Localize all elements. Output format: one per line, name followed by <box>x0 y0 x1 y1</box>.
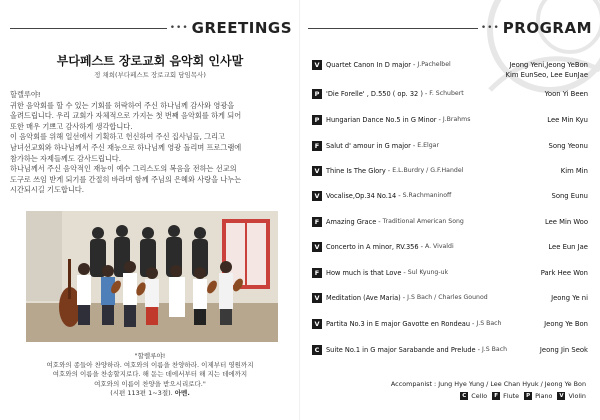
program-item <box>312 59 588 81</box>
program-item <box>312 140 588 151</box>
greeting-line: 남녀선교회와 하나님께서 주신 재능으로 하나님께 영광 돌리며 프로그램에 <box>10 142 242 152</box>
piece-title: How much is that Love <box>326 268 402 277</box>
title-separator: - <box>403 268 406 277</box>
composer: J.S Bach <box>476 320 502 327</box>
verse-source <box>0 389 300 398</box>
composer: S.Rachmaninoff <box>402 192 452 199</box>
program-item <box>312 267 588 278</box>
legend-label: Cello <box>471 392 488 400</box>
legend-label: Flute <box>503 392 520 400</box>
greetings-header <box>10 18 292 38</box>
composer: J.Pachelbel <box>417 61 451 68</box>
greeting-author: 정 채희(부다페스트 장로교회 담임목사) <box>94 71 206 79</box>
instrument-badge: P <box>312 89 322 99</box>
composer: A. Vivaldi <box>424 243 454 250</box>
performer: Lee Min Woo <box>544 217 588 226</box>
performer: Song Eunu <box>551 191 588 200</box>
program-header <box>308 18 592 38</box>
title-separator: - <box>378 217 381 226</box>
program-page <box>300 0 600 420</box>
greeting-line: 도구로 쓰임 받게 되기를 간절히 바라며 함께 주님의 은혜와 사랑을 나누는 <box>10 174 242 184</box>
program-item <box>312 88 588 99</box>
legend-badge: F <box>492 392 500 400</box>
instrument-badge: F <box>312 268 322 278</box>
title-separator: - <box>438 115 441 124</box>
performer: Jeong Ye ni <box>551 293 588 302</box>
piece-title: Quartet Canon In D major <box>326 60 412 69</box>
program-item <box>312 114 588 125</box>
composer: J.S Bach / Charles Gounod <box>407 294 488 301</box>
instrument-badge: V <box>312 319 322 329</box>
accompanist-credit: Accompanist : Jung Hye Yung / Lee Chan Hyuk / Jeong Ye Bon <box>390 380 586 388</box>
title-separator: - <box>424 89 428 98</box>
composer: Sul Kyung-uk <box>407 269 449 276</box>
legend-item <box>460 392 487 400</box>
performer: Jeong Yeni,Jeong YeBon <box>509 60 588 69</box>
header-rule <box>10 28 167 29</box>
instrument-legend <box>455 392 586 400</box>
performer: Jeong Jin Seok <box>539 345 588 354</box>
group-photo <box>26 211 278 342</box>
program-item-line <box>312 267 588 278</box>
verse-line: "할렐루야! <box>134 352 166 360</box>
piece-title: Partita No.3 in E major Gavotte en Rondeau <box>326 319 471 328</box>
header-rule <box>308 28 478 29</box>
composer: E.L.Burdry / G.F.Handel <box>392 167 464 174</box>
instrument-badge: V <box>312 191 322 201</box>
program-item <box>312 344 588 355</box>
performer: Park Hee Won <box>540 268 588 277</box>
instrument-badge: F <box>312 217 322 227</box>
performer: Yoon Yi Been <box>544 89 588 98</box>
program-item <box>312 292 588 303</box>
greeting-line: 하나님께서 주신 음악적인 재능이 예수 그리스도의 복음을 전하는 선교의 <box>10 164 237 174</box>
instrument-badge: V <box>312 293 322 303</box>
program-item-line <box>312 114 588 125</box>
performer: Jeong Ye Bon <box>544 319 588 328</box>
instrument-badge: V <box>312 166 322 176</box>
performer: Song Yeonu <box>548 141 588 150</box>
performer-second-line: Kim EunSeo, Lee EunJae <box>505 71 588 79</box>
performer: Lee Eun Jae <box>548 242 588 251</box>
legend-item <box>557 392 586 400</box>
legend-label: Violin <box>568 392 586 400</box>
group-photo-illustration <box>26 211 278 342</box>
title-separator: - <box>402 293 406 302</box>
instrument-badge: V <box>312 60 322 70</box>
greeting-title: 부다페스트 장로교회 음악회 인사말 <box>56 54 244 68</box>
program-item-line <box>312 140 588 151</box>
program-item-line <box>312 318 588 329</box>
greeting-line: 시간되시길 기도합니다. <box>10 185 85 195</box>
legend-badge: V <box>559 393 564 399</box>
header-dots: ••• <box>480 23 500 33</box>
performer: Lee Min Kyu <box>547 115 588 124</box>
legend-badge: P <box>526 393 531 399</box>
program-item-line <box>312 344 588 355</box>
piece-title: Hungarian Dance No.5 in G Minor <box>326 115 437 124</box>
greeting-line: 귀한 음악회를 할 수 있는 기회를 허락하여 주신 하나님께 감사와 영광을 <box>10 100 235 110</box>
greeting-line: 또한 매우 기쁘고 감사하게 생각합니다. <box>10 121 133 131</box>
greeting-line: 이 음악회를 위해 일선에서 기획하고 헌신하여 주신 집사님들, 그리고 <box>10 132 225 142</box>
title-separator: - <box>412 141 416 150</box>
legend-label: Piano <box>535 392 553 400</box>
title-separator: - <box>398 191 401 200</box>
composer: J.Brahms <box>442 116 471 123</box>
program-item-line <box>312 88 588 99</box>
bible-verse <box>0 352 300 398</box>
program-item <box>312 165 588 176</box>
instrument-badge: F <box>312 141 322 151</box>
legend-item <box>492 392 519 400</box>
composer: E.Elgar <box>417 142 440 149</box>
header-dots: ••• <box>169 23 189 33</box>
verse-line: 여호와의 이름을 찬송할지로다. 해 돋는 데에서부터 해 지는 데에까지 <box>52 370 248 379</box>
greeting-body <box>10 90 290 196</box>
piece-title: 'Die Forelle' , D.550 ( op. 32 ) <box>326 89 423 98</box>
program-item-line <box>312 241 588 252</box>
composer: Traditional American Song <box>382 218 464 225</box>
instrument-badge: P <box>312 115 322 125</box>
instrument-badge: V <box>312 242 322 252</box>
performer: Kim Min <box>560 166 588 175</box>
title-separator: - <box>477 345 480 354</box>
program-item-line <box>312 190 588 201</box>
piece-title: Salut d' amour in G major <box>326 141 411 150</box>
piece-title: Vocalise,Op.34 No.14 <box>326 191 397 200</box>
title-separator: - <box>413 60 416 69</box>
program-item-line <box>312 216 588 227</box>
greeting-line: 할렐루야! <box>10 90 41 99</box>
program-heading: PROGRAM <box>502 19 592 37</box>
program-item-line <box>312 59 588 70</box>
verse-line: 여호와의 종들아 찬양하라. 여호와의 이름을 찬양하라. 이제부터 영원까지 <box>46 361 254 370</box>
composer: J.S Bach <box>481 346 508 353</box>
legend-item <box>524 392 552 400</box>
verse-line: 여호와의 이름이 찬양을 받으시리로다." <box>94 379 206 388</box>
verse-amen: 아멘. <box>174 388 190 397</box>
program-item-line <box>312 165 588 176</box>
program-item <box>312 318 588 329</box>
title-separator: - <box>472 319 475 328</box>
greeting-line: 참가하는 자제들께도 감사드립니다. <box>10 153 122 163</box>
program-item <box>312 216 588 227</box>
greeting-line: 올려드립니다. 우리 교회가 자체적으로 가지는 첫 번째 음악회를 하게 되어 <box>10 111 242 121</box>
program-item-line <box>312 292 588 303</box>
piece-title: Suite No.1 in G major Sarabande and Prelude <box>326 345 476 354</box>
greetings-heading: GREETINGS <box>191 19 292 37</box>
instrument-badge: C <box>312 345 322 355</box>
program-item <box>312 190 588 201</box>
verse-reference: (시편 113편 1~3절). <box>110 388 173 397</box>
composer: F. Schubert <box>429 90 464 97</box>
piece-title: Thine Is The Glory <box>326 166 386 175</box>
piece-title: Amazing Grace <box>326 217 377 226</box>
program-item <box>312 241 588 252</box>
legend-badge: C <box>462 393 467 399</box>
piece-title: Meditation (Ave Maria) <box>326 293 401 302</box>
title-separator: - <box>387 166 391 175</box>
piece-title: Concerto in A minor, RV.356 <box>326 242 419 251</box>
title-separator: - <box>420 242 423 251</box>
